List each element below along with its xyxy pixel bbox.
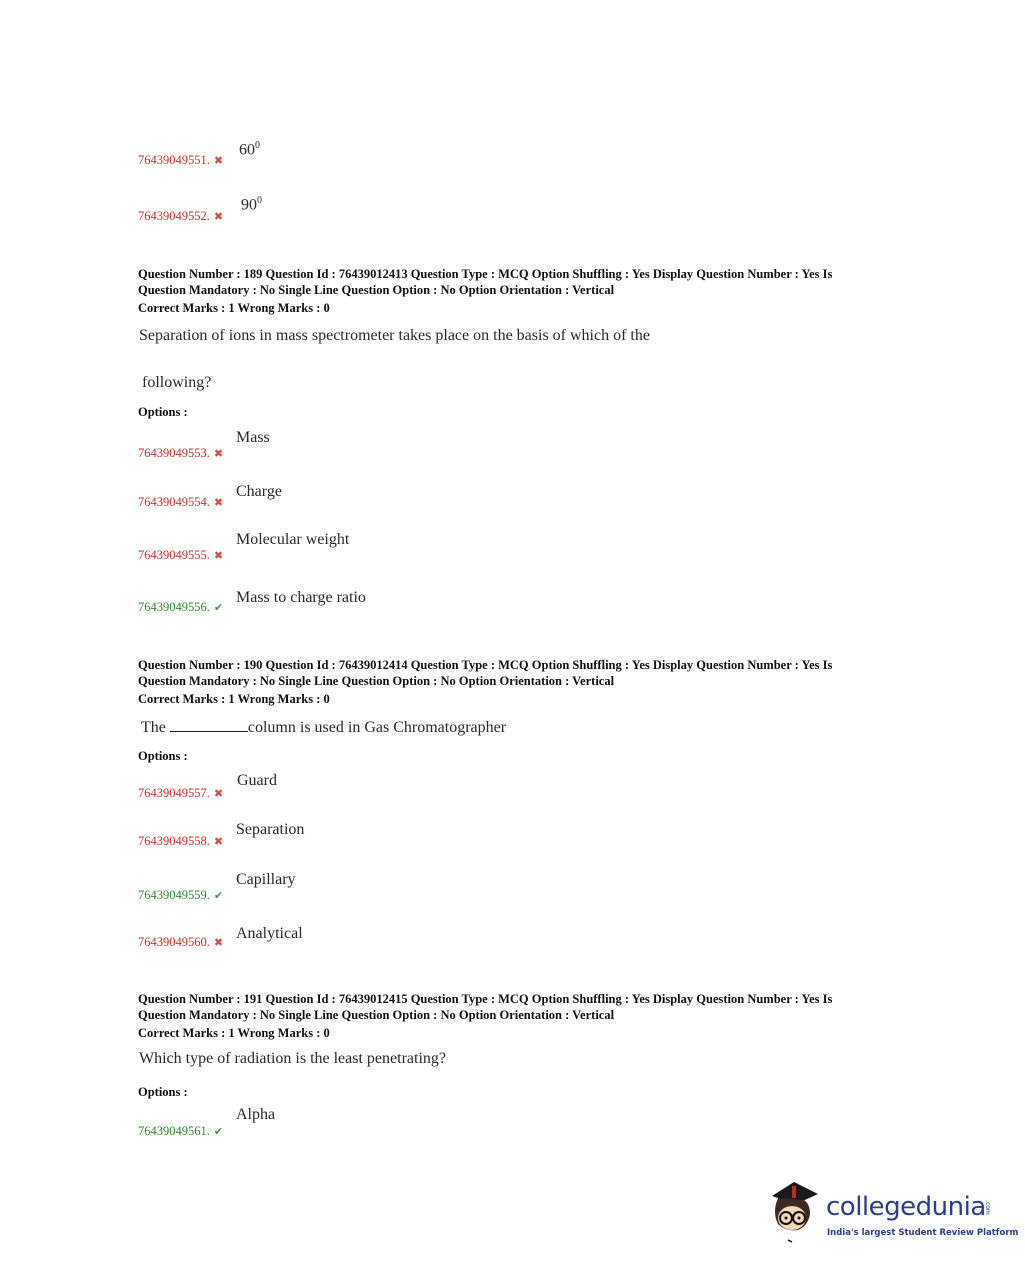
cross-icon: ✖ bbox=[213, 210, 224, 223]
question-block bbox=[138, 266, 832, 316]
option-text: Molecular weight bbox=[236, 531, 350, 548]
question-meta-line: Question Number : 189 Question Id : 76439012413 Question Type : MCQ Option Shuffling : Yes Display Question Number : Yes Is bbox=[138, 267, 833, 281]
option-text: Guard bbox=[237, 772, 277, 789]
mascot-icon bbox=[766, 1178, 826, 1244]
option-text: Mass to charge ratio bbox=[236, 589, 366, 606]
check-icon: ✔ bbox=[213, 1125, 224, 1138]
cross-icon: ✖ bbox=[213, 835, 224, 848]
option-id: 76439049557. ✖ bbox=[138, 786, 224, 800]
question-block bbox=[138, 991, 832, 1041]
question-meta-line: Question Number : 191 Question Id : 76439012415 Question Type : MCQ Option Shuffling : Yes Display Question Number : Yes Is bbox=[138, 992, 833, 1006]
question-meta-line: Question Mandatory : No Single Line Question Option : No Option Orientation : Vertical bbox=[138, 283, 615, 297]
option-id: 76439049556. ✔ bbox=[138, 600, 224, 614]
option-text: Analytical bbox=[236, 925, 303, 942]
cross-icon: ✖ bbox=[213, 936, 224, 949]
collegedunia-logo bbox=[766, 1178, 1019, 1248]
option-text: Mass bbox=[236, 429, 270, 446]
cross-icon: ✖ bbox=[213, 496, 224, 509]
option-id: 76439049558. ✖ bbox=[138, 834, 224, 848]
question-meta-line: Question Number : 190 Question Id : 76439012414 Question Type : MCQ Option Shuffling : Yes Display Question Number : Yes Is bbox=[138, 658, 833, 672]
option-id: 76439049559. ✔ bbox=[138, 888, 224, 902]
options-label: Options : bbox=[138, 1085, 188, 1099]
brand-tagline: India's largest Student Review Platform bbox=[827, 1228, 1019, 1238]
option-id: 76439049561. ✔ bbox=[138, 1124, 224, 1138]
option-text: Charge bbox=[236, 483, 282, 500]
question-block bbox=[138, 657, 832, 707]
option-id: 76439049551. ✖ bbox=[138, 153, 224, 167]
question-text: Separation of ions in mass spectrometer takes place on the basis of which of the bbox=[139, 327, 650, 344]
option-text: Capillary bbox=[236, 871, 296, 888]
option-id: 76439049554. ✖ bbox=[138, 495, 224, 509]
check-icon: ✔ bbox=[213, 889, 224, 902]
cross-icon: ✖ bbox=[213, 154, 224, 167]
cross-icon: ✖ bbox=[213, 787, 224, 800]
answer-blank bbox=[170, 719, 248, 732]
question-text: following? bbox=[142, 374, 212, 391]
options-label: Options : bbox=[138, 405, 188, 419]
question-meta-line: Correct Marks : 1 Wrong Marks : 0 bbox=[138, 301, 330, 315]
option-text: Separation bbox=[236, 821, 305, 838]
option-text: $90^0$ bbox=[241, 195, 262, 214]
option-text: Alpha bbox=[236, 1106, 276, 1123]
option-text: $60^0$ bbox=[239, 140, 260, 159]
option-id: 76439049555. ✖ bbox=[138, 548, 224, 562]
question-text: Which type of radiation is the least penetrating? bbox=[139, 1050, 446, 1067]
option-id: 76439049560. ✖ bbox=[138, 935, 224, 949]
question-meta-line: Correct Marks : 1 Wrong Marks : 0 bbox=[138, 1026, 330, 1040]
option-id: 76439049553. ✖ bbox=[138, 446, 224, 460]
question-meta-line: Question Mandatory : No Single Line Question Option : No Option Orientation : Vertical bbox=[138, 674, 615, 688]
cross-icon: ✖ bbox=[213, 549, 224, 562]
question-meta-line: Correct Marks : 1 Wrong Marks : 0 bbox=[138, 692, 330, 706]
brand-domain: .com bbox=[984, 1200, 991, 1215]
option-id: 76439049552. ✖ bbox=[138, 209, 224, 223]
check-icon: ✔ bbox=[213, 601, 224, 614]
cross-icon: ✖ bbox=[213, 447, 224, 460]
question-meta-line: Question Mandatory : No Single Line Question Option : No Option Orientation : Vertical bbox=[138, 1008, 615, 1022]
question-text: The column is used in Gas Chromatographer bbox=[141, 719, 507, 736]
brand-name: collegedunia bbox=[826, 1192, 986, 1222]
options-label: Options : bbox=[138, 749, 188, 763]
